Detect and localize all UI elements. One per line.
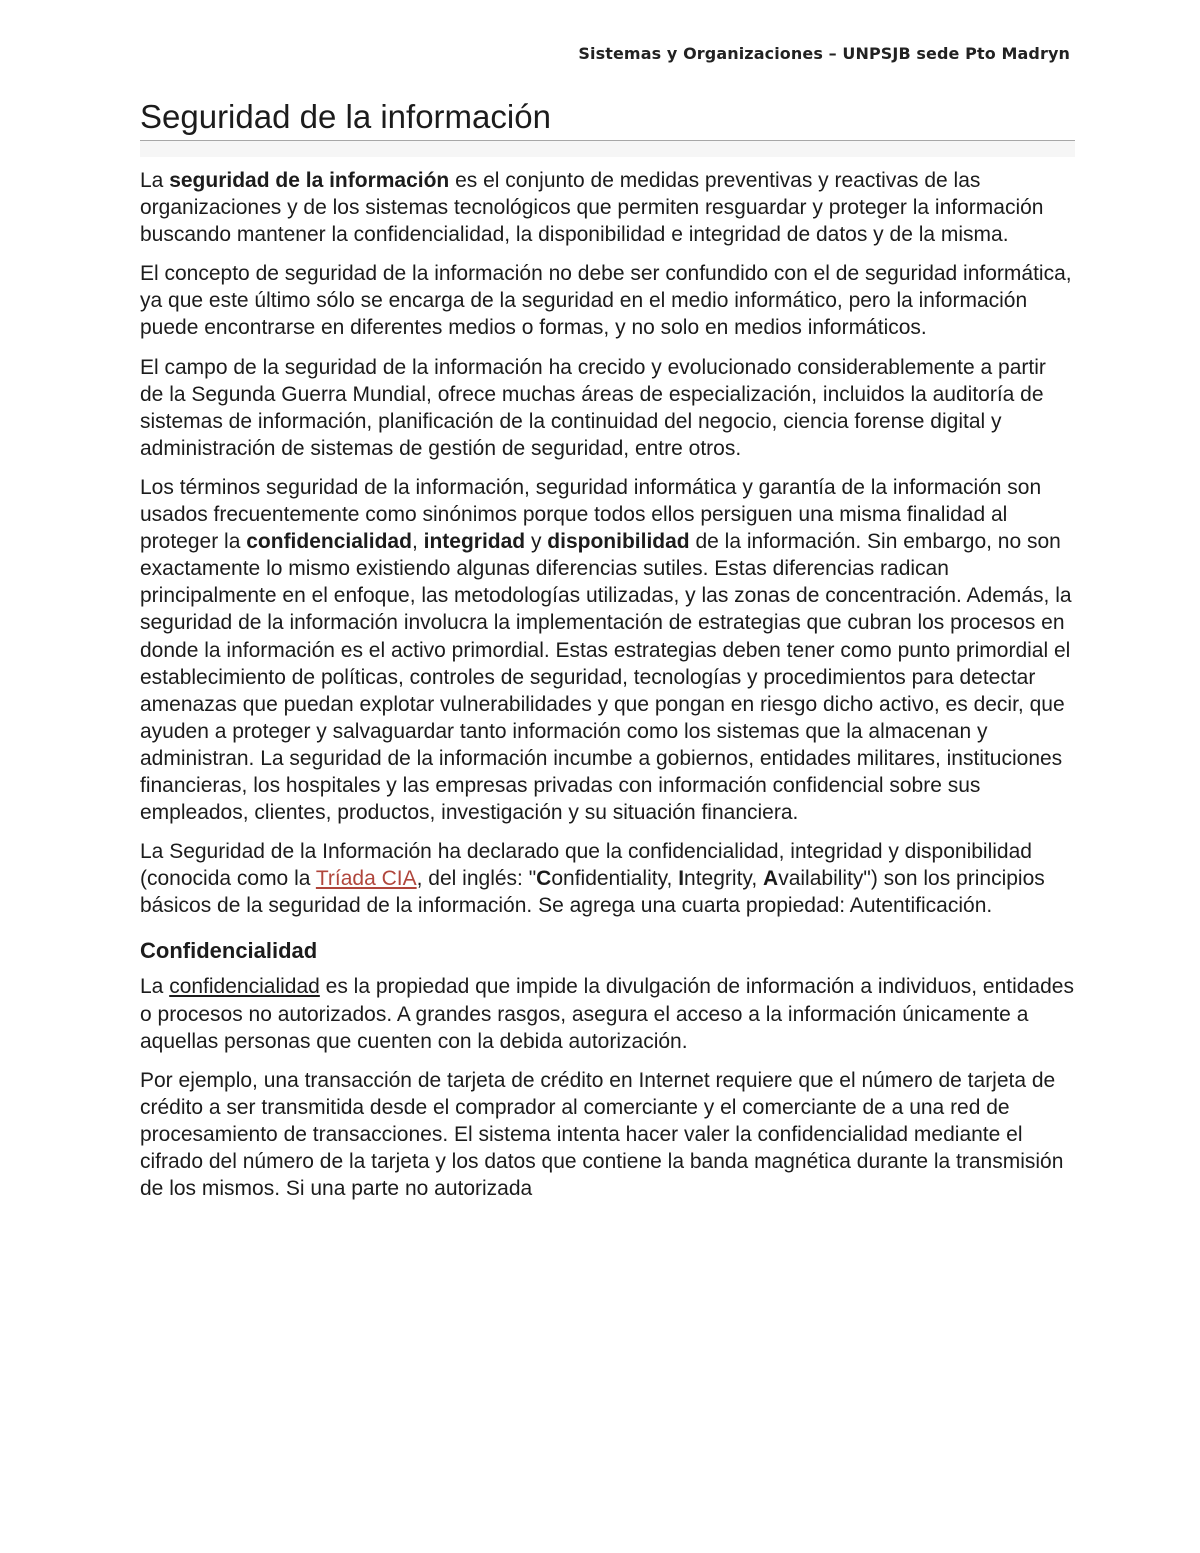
text: y <box>525 530 548 554</box>
text: onfidentiality, <box>551 867 679 891</box>
paragraph-example: Por ejemplo, una transacción de tarjeta de crédito en Internet requiere que el número de tarjeta de crédito a ser transmitida desde el comprador al comerciante y el comerciante de a una red de procesamiento de transacciones. El sistema intenta hacer valer la confidencialidad mediante el cifrado del número de la tarjeta y los datos que contiene la banda magnética durante la transmisión de los mismos. Si una parte no autorizada <box>140 1068 1064 1201</box>
section-heading-confidencialidad: Confidencialidad <box>140 938 318 964</box>
text: ntegrity, <box>684 867 764 891</box>
text: es la propiedad que impide la divulgación de información a individuos, entidades o procesos no autorizados. A grandes rasgos, asegura el acceso a la información únicamente a aquellas personas que cuenten con la debida autorización. <box>140 975 1074 1053</box>
text: es el conjunto de medidas preventivas y reactivas de las organizaciones y de los sistemas tecnológicos que permiten resguardar y proteger la información buscando mantener la confidencialidad, la disponibilidad e integridad de datos y de la misma. <box>140 169 1044 247</box>
text: , <box>411 530 424 554</box>
text: La <box>140 975 170 999</box>
bold-term: integridad <box>423 530 526 554</box>
text: La <box>140 169 170 192</box>
triada-cia-link[interactable]: Tríada CIA <box>315 867 417 891</box>
text: de la información. Sin embargo, no son exactamente lo mismo existiendo algunas diferencias sutiles. Estas diferencias radican principalmente en el enfoque, las metodologías utilizadas, y las zonas de concentración. Además, la seguridad de la información involucra la implementación de estrategias que cubran los procesos en donde la información es el activo primordial. Estas estrategias deben tener como punto primordial el establecimiento de políticas, controles de seguridad, tecnologías y procedimientos para detectar amenazas que puedan explotar vulnerabilidades y que pongan en riesgo dicho activo, es decir, que ayuden a proteger y salvaguardar tanto información como los sistemas que la almacenan y administran. La seguridad de la información incumbe a gobiernos, entidades militares, instituciones financieras, los hospitales y las empresas privadas con información confidencial sobre sus empleados, clientes, productos, investigación y su situación financiera. <box>140 530 1072 825</box>
text: vailability") son los principios básicos de la seguridad de la información. Se agrega una cuarta propiedad: Autentificación. <box>140 867 1045 918</box>
bold-letter: A <box>763 867 779 891</box>
page-title: Seguridad de la información <box>140 96 1075 141</box>
page-header: Sistemas y Organizaciones – UNPSJB sede Pto Madryn <box>578 44 1070 63</box>
text: Los términos seguridad de la información, seguridad informática y garantía de la información son usados frecuentemente como sinónimos porque todos ellos persiguen una misma finalidad al proteger la <box>140 475 1042 554</box>
paragraph-confidencialidad <box>140 973 1075 1054</box>
paragraph-concept: El concepto de seguridad de la información no debe ser confundido con el de seguridad informática, ya que este último sólo se encarga de la seguridad en el medio informático, pero la información puede encontrarse en diferentes medios o formas, y no solo en medios informáticos. <box>140 262 1072 340</box>
title-bar <box>140 141 1075 157</box>
paragraph-intro <box>140 167 1075 248</box>
text: La Seguridad de la Información ha declarado que la confidencialidad, integridad y disponibilidad (conocida como la <box>140 840 1032 891</box>
bold-letter: I <box>678 867 685 891</box>
paragraph-cia <box>140 838 1075 919</box>
bold-term: disponibilidad <box>547 530 690 554</box>
bold-letter: C <box>536 867 552 891</box>
bold-term: seguridad de la información <box>169 169 450 192</box>
text: , del inglés: " <box>416 867 537 891</box>
bold-term: confidencialidad <box>246 530 412 554</box>
paragraph-terms <box>140 474 1075 826</box>
document-body <box>140 96 1075 1214</box>
paragraph-field: El campo de la seguridad de la información ha crecido y evolucionado considerablemente a partir de la Segunda Guerra Mundial, ofrece muchas áreas de especialización, incluidos la auditoría de sistemas de información, planificación de la continuidad del negocio, ciencia forense digital y administración de sistemas de gestión de seguridad, entre otros. <box>140 355 1046 460</box>
confidencialidad-link[interactable]: confidencialidad <box>169 975 320 999</box>
